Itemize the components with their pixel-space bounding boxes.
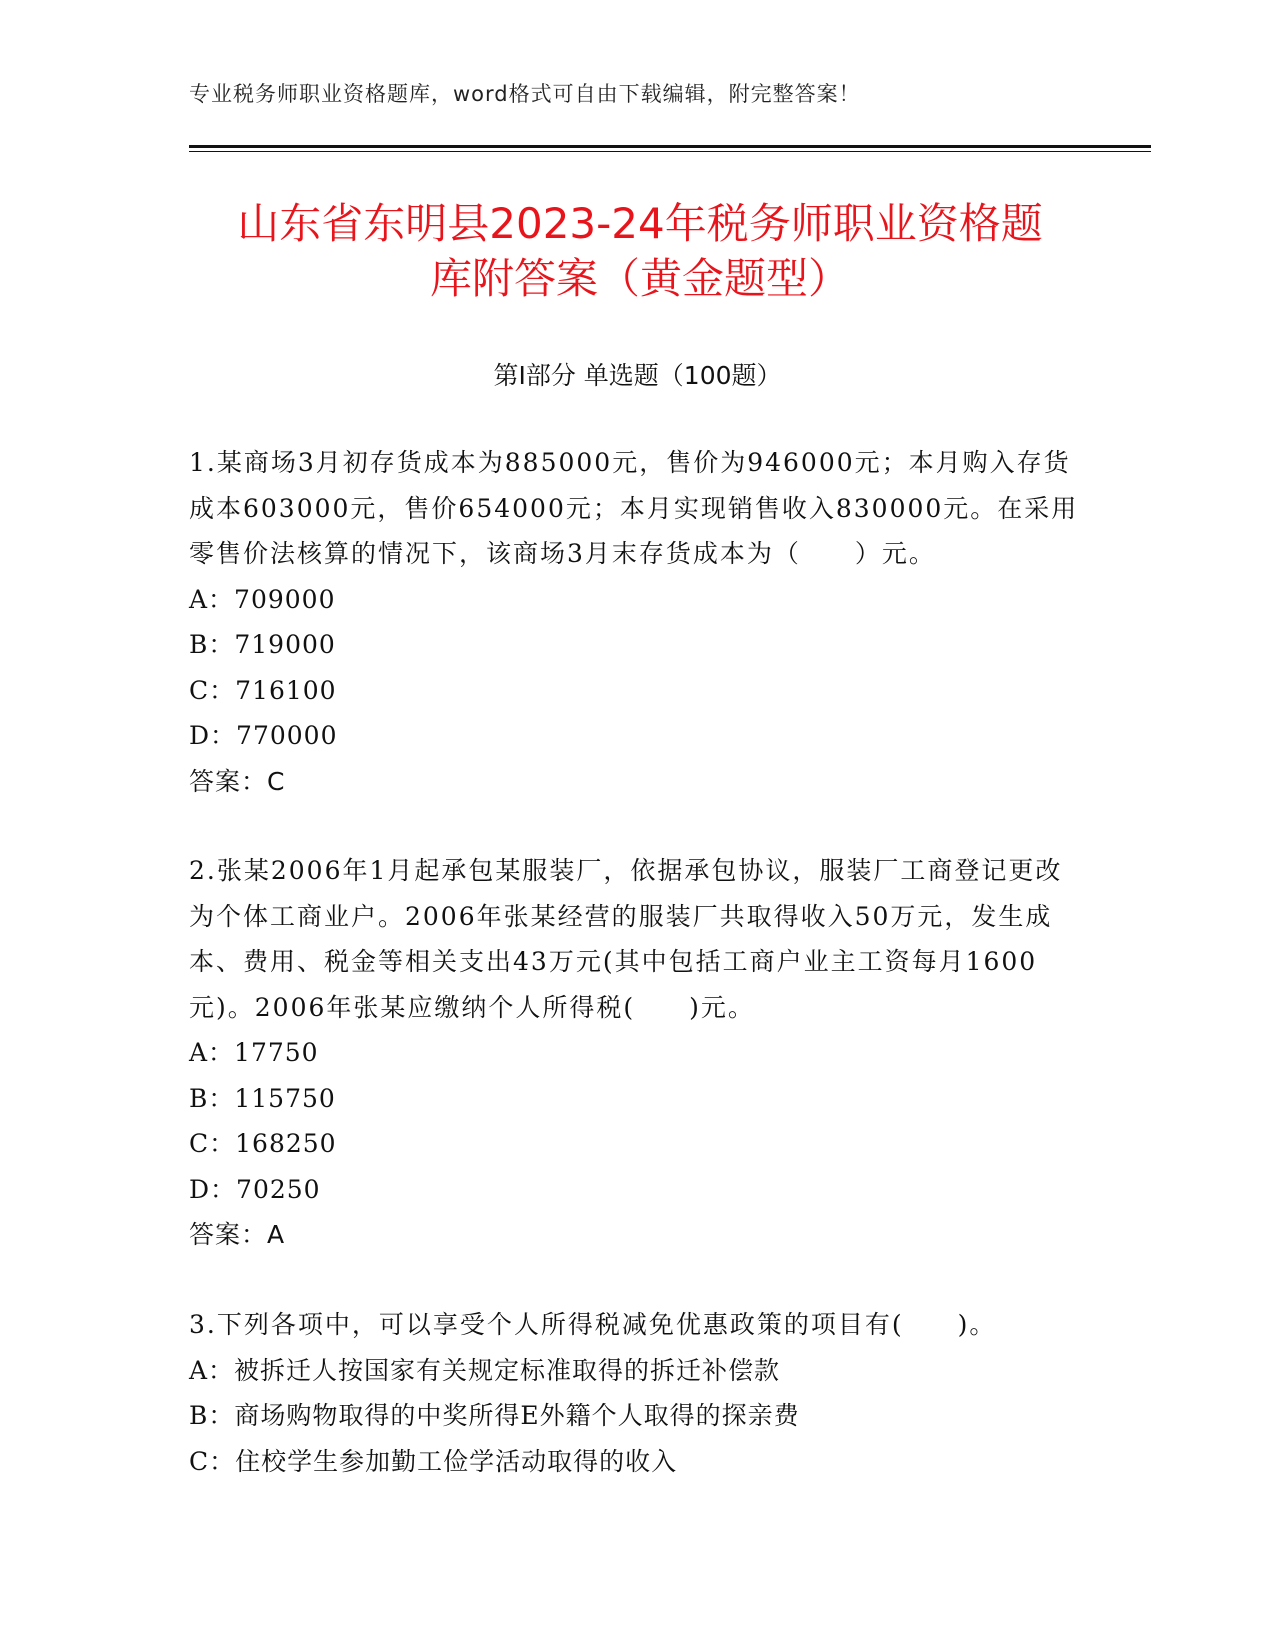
document-title [200, 196, 1080, 306]
section-title: 第Ⅰ部分 单选题（100题） [493, 361, 782, 390]
option-d: D：70250 [189, 1174, 321, 1204]
question-2 [189, 848, 1089, 1258]
option-b: B：115750 [189, 1083, 336, 1113]
header-rule-thick [189, 145, 1151, 148]
option-d: D：770000 [189, 721, 338, 750]
header-note: 专业税务师职业资格题库，word格式可自由下载编辑，附完整答案！ [189, 82, 861, 106]
option-c: C：住校学生参加勤工俭学活动取得的收入 [189, 1446, 678, 1476]
answer: 答案：A [189, 1220, 286, 1249]
question-stem: 3.下列各项中，可以享受个人所得税减免优惠政策的项目有( )。 [189, 1310, 997, 1339]
answer: 答案：C [189, 766, 286, 796]
option-a: A：709000 [189, 584, 336, 614]
option-c: C：716100 [189, 675, 337, 705]
question-stem: 1.某商场3月初存货成本为885000元，售价为946000元；本月购入存货成本603000元，售价654000元；本月实现销售收入830000元。在采用零售价法核算的情况下，该商场3月末存货成本为（ ）元。 [189, 448, 1079, 568]
title-line-1: 山东省东明县2023-24年税务师职业资格题 [237, 199, 1043, 248]
title-line-2: 库附答案（黄金题型） [429, 254, 850, 303]
option-a: A：17750 [189, 1038, 319, 1067]
question-3 [189, 1302, 1089, 1484]
question-stem: 2.张某2006年1月起承包某服装厂，依据承包协议，服装厂工商登记更改为个体工商业户。2006年张某经营的服装厂共取得收入50万元，发生成本、费用、税金等相关支出43万元(其中包括工商户业主工资每月1600元)。2006年张某应缴纳个人所得税( )元。 [189, 856, 1063, 1022]
option-b: B：719000 [189, 630, 336, 659]
option-b: B：商场购物取得的中奖所得E外籍个人取得的探亲费 [189, 1401, 800, 1430]
header-rule-thin [189, 151, 1151, 152]
question-1 [189, 440, 1089, 804]
option-a: A：被拆迁人按国家有关规定标准取得的拆迁补偿款 [189, 1355, 781, 1385]
option-c: C：168250 [189, 1129, 337, 1158]
